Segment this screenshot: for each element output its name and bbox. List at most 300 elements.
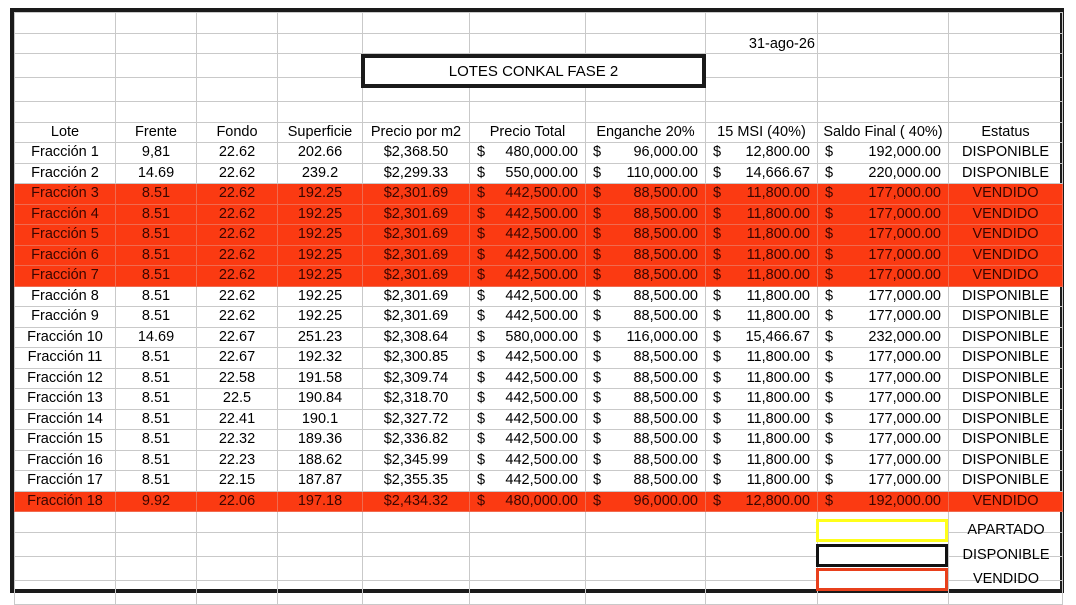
column-header[interactable]: Estatus — [949, 122, 1063, 143]
fondo-cell[interactable]: 22.62 — [197, 184, 278, 205]
lote-cell[interactable]: Fracción 12 — [15, 368, 116, 389]
precio-m2-cell[interactable]: $2,301.69 — [363, 307, 470, 328]
fondo-cell[interactable]: 22.67 — [197, 348, 278, 369]
msi-cell[interactable] — [706, 409, 818, 430]
empty-cell[interactable] — [470, 102, 586, 123]
msi-cell[interactable] — [706, 368, 818, 389]
estatus-cell[interactable]: DISPONIBLE — [949, 348, 1063, 369]
column-header[interactable]: Enganche 20% — [586, 122, 706, 143]
msi-cell[interactable] — [706, 491, 818, 512]
precio-m2-cell[interactable]: $2,301.69 — [363, 286, 470, 307]
superficie-cell[interactable]: 202.66 — [278, 143, 363, 164]
empty-cell[interactable] — [197, 33, 278, 54]
empty-cell[interactable] — [949, 13, 1063, 34]
saldo-cell[interactable] — [818, 389, 949, 410]
legend-swatch-disponible[interactable] — [816, 544, 948, 567]
empty-cell[interactable] — [586, 102, 706, 123]
lote-cell[interactable]: Fracción 7 — [15, 266, 116, 287]
empty-cell[interactable] — [470, 556, 586, 580]
estatus-cell[interactable]: VENDIDO — [949, 184, 1063, 205]
empty-cell[interactable] — [818, 78, 949, 102]
superficie-cell[interactable]: 192.25 — [278, 204, 363, 225]
lote-cell[interactable]: Fracción 18 — [15, 491, 116, 512]
saldo-cell[interactable] — [818, 245, 949, 266]
empty-cell[interactable] — [586, 532, 706, 556]
lote-cell[interactable]: Fracción 15 — [15, 430, 116, 451]
legend-label-vendido[interactable]: VENDIDO — [972, 571, 1040, 587]
lote-cell[interactable]: Fracción 6 — [15, 245, 116, 266]
empty-cell[interactable] — [706, 580, 818, 604]
saldo-cell[interactable] — [818, 450, 949, 471]
empty-cell[interactable] — [15, 13, 116, 34]
empty-cell[interactable] — [949, 33, 1063, 54]
superficie-cell[interactable]: 239.2 — [278, 163, 363, 184]
estatus-cell[interactable]: DISPONIBLE — [949, 471, 1063, 492]
precio-total-cell[interactable] — [470, 184, 586, 205]
empty-cell[interactable] — [278, 532, 363, 556]
fondo-cell[interactable]: 22.5 — [197, 389, 278, 410]
currency-symbol: $ — [825, 205, 834, 222]
empty-cell[interactable] — [363, 556, 470, 580]
frente-cell[interactable]: 8.51 — [116, 286, 197, 307]
saldo-cell[interactable] — [818, 286, 949, 307]
saldo-cell[interactable] — [818, 471, 949, 492]
saldo-cell[interactable] — [818, 266, 949, 287]
empty-cell[interactable] — [706, 532, 818, 556]
saldo-cell-value: 177,000.00 — [868, 205, 941, 222]
msi-cell-value: 11,800.00 — [746, 451, 810, 468]
precio-m2-cell[interactable]: $2,301.69 — [363, 184, 470, 205]
empty-cell[interactable] — [706, 78, 818, 102]
enganche-cell[interactable] — [586, 307, 706, 328]
precio-total-cell[interactable] — [470, 163, 586, 184]
saldo-cell[interactable] — [818, 307, 949, 328]
estatus-cell[interactable]: DISPONIBLE — [949, 327, 1063, 348]
estatus-cell[interactable]: VENDIDO — [949, 491, 1063, 512]
empty-cell[interactable] — [197, 13, 278, 34]
estatus-cell[interactable]: DISPONIBLE — [949, 389, 1063, 410]
fondo-cell[interactable]: 22.41 — [197, 409, 278, 430]
precio-m2-cell[interactable]: $2,318.70 — [363, 389, 470, 410]
superficie-cell[interactable]: 192.25 — [278, 286, 363, 307]
estatus-cell[interactable]: VENDIDO — [949, 266, 1063, 287]
lote-cell[interactable]: Fracción 13 — [15, 389, 116, 410]
enganche-cell[interactable] — [586, 327, 706, 348]
empty-cell[interactable] — [197, 78, 278, 102]
empty-cell[interactable] — [197, 580, 278, 604]
empty-cell[interactable] — [116, 54, 197, 78]
precio-m2-cell[interactable]: $2,355.35 — [363, 471, 470, 492]
empty-cell[interactable] — [197, 556, 278, 580]
empty-cell[interactable] — [363, 580, 470, 604]
estatus-cell[interactable]: DISPONIBLE — [949, 143, 1063, 164]
enganche-cell[interactable] — [586, 389, 706, 410]
msi-cell[interactable] — [706, 307, 818, 328]
precio-total-cell[interactable] — [470, 204, 586, 225]
saldo-cell[interactable] — [818, 204, 949, 225]
frente-cell[interactable]: 8.51 — [116, 204, 197, 225]
superficie-cell[interactable]: 192.25 — [278, 266, 363, 287]
frente-cell[interactable]: 8.51 — [116, 450, 197, 471]
fondo-cell[interactable]: 22.15 — [197, 471, 278, 492]
currency-symbol: $ — [593, 390, 602, 407]
precio-total-cell-value: 442,500.00 — [505, 431, 578, 448]
precio-total-cell[interactable] — [470, 348, 586, 369]
empty-cell[interactable] — [15, 78, 116, 102]
currency-symbol: $ — [713, 308, 722, 325]
empty-cell[interactable] — [116, 33, 197, 54]
precio-m2-cell[interactable]: $2,368.50 — [363, 143, 470, 164]
saldo-cell[interactable] — [818, 368, 949, 389]
table-row — [15, 184, 1063, 205]
lote-cell[interactable]: Fracción 11 — [15, 348, 116, 369]
lote-cell[interactable]: Fracción 1 — [15, 143, 116, 164]
empty-cell[interactable] — [116, 580, 197, 604]
saldo-cell[interactable] — [818, 184, 949, 205]
currency-symbol: $ — [593, 349, 602, 366]
precio-total-cell[interactable] — [470, 327, 586, 348]
estatus-cell[interactable]: DISPONIBLE — [949, 286, 1063, 307]
frente-cell[interactable]: 14.69 — [116, 163, 197, 184]
empty-cell[interactable] — [949, 78, 1063, 102]
frente-cell[interactable]: 8.51 — [116, 307, 197, 328]
empty-cell[interactable] — [363, 13, 470, 34]
estatus-cell[interactable]: VENDIDO — [949, 225, 1063, 246]
empty-cell[interactable] — [470, 512, 586, 533]
frente-cell[interactable]: 9.92 — [116, 491, 197, 512]
estatus-cell[interactable]: VENDIDO — [949, 245, 1063, 266]
enganche-cell[interactable] — [586, 184, 706, 205]
enganche-cell[interactable] — [586, 245, 706, 266]
legend-swatch-vendido[interactable] — [816, 568, 948, 591]
empty-cell[interactable] — [197, 54, 278, 78]
superficie-cell[interactable]: 187.87 — [278, 471, 363, 492]
sheet-title[interactable]: LOTES CONKAL FASE 2 — [361, 54, 706, 88]
column-header[interactable]: Precio Total — [470, 122, 586, 143]
msi-cell[interactable] — [706, 266, 818, 287]
fondo-cell[interactable]: 22.06 — [197, 491, 278, 512]
column-header[interactable]: Fondo — [197, 122, 278, 143]
precio-total-cell[interactable] — [470, 225, 586, 246]
msi-cell[interactable] — [706, 225, 818, 246]
currency-symbol: $ — [477, 390, 486, 407]
superficie-cell[interactable]: 251.23 — [278, 327, 363, 348]
enganche-cell[interactable] — [586, 491, 706, 512]
estatus-cell[interactable]: DISPONIBLE — [949, 163, 1063, 184]
enganche-cell[interactable] — [586, 225, 706, 246]
empty-cell[interactable] — [586, 13, 706, 34]
empty-cell[interactable] — [116, 102, 197, 123]
empty-cell[interactable] — [15, 54, 116, 78]
empty-cell[interactable] — [949, 102, 1063, 123]
frente-cell[interactable]: 8.51 — [116, 389, 197, 410]
currency-symbol: $ — [713, 328, 722, 345]
precio-m2-cell[interactable]: $2,301.69 — [363, 225, 470, 246]
enganche-cell-value: 88,500.00 — [633, 431, 698, 448]
empty-cell[interactable] — [278, 54, 363, 78]
lote-cell[interactable]: Fracción 9 — [15, 307, 116, 328]
msi-cell[interactable] — [706, 204, 818, 225]
empty-cell[interactable] — [15, 512, 116, 533]
empty-cell[interactable] — [278, 512, 363, 533]
lote-cell[interactable]: Fracción 16 — [15, 450, 116, 471]
empty-cell[interactable] — [470, 13, 586, 34]
lote-cell[interactable]: Fracción 8 — [15, 286, 116, 307]
saldo-cell[interactable] — [818, 327, 949, 348]
estatus-cell[interactable]: DISPONIBLE — [949, 307, 1063, 328]
enganche-cell[interactable] — [586, 409, 706, 430]
superficie-cell[interactable]: 192.25 — [278, 225, 363, 246]
lote-cell[interactable]: Fracción 5 — [15, 225, 116, 246]
frente-cell[interactable]: 8.51 — [116, 348, 197, 369]
enganche-cell[interactable] — [586, 368, 706, 389]
currency-symbol: $ — [593, 246, 602, 263]
empty-cell[interactable] — [818, 33, 949, 54]
empty-cell[interactable] — [278, 556, 363, 580]
msi-cell[interactable] — [706, 245, 818, 266]
msi-cell-value: 11,800.00 — [746, 226, 810, 243]
fondo-cell[interactable]: 22.58 — [197, 368, 278, 389]
frente-cell[interactable]: 8.51 — [116, 409, 197, 430]
superficie-cell[interactable]: 189.36 — [278, 430, 363, 451]
precio-total-cell[interactable] — [470, 389, 586, 410]
precio-m2-cell[interactable]: $2,299.33 — [363, 163, 470, 184]
empty-cell[interactable] — [116, 532, 197, 556]
enganche-cell[interactable] — [586, 143, 706, 164]
msi-cell[interactable] — [706, 450, 818, 471]
legend-swatch-apartado[interactable] — [816, 519, 948, 542]
empty-cell[interactable] — [470, 532, 586, 556]
empty-cell[interactable] — [818, 102, 949, 123]
precio-m2-cell[interactable]: $2,301.69 — [363, 204, 470, 225]
currency-symbol: $ — [825, 328, 834, 345]
currency-symbol: $ — [713, 164, 722, 181]
fondo-cell[interactable]: 22.67 — [197, 327, 278, 348]
precio-total-cell[interactable] — [470, 471, 586, 492]
superficie-cell[interactable]: 197.18 — [278, 491, 363, 512]
empty-cell[interactable] — [15, 532, 116, 556]
saldo-cell[interactable] — [818, 348, 949, 369]
column-header[interactable]: 15 MSI (40%) — [706, 122, 818, 143]
msi-cell[interactable] — [706, 471, 818, 492]
empty-cell[interactable] — [586, 580, 706, 604]
empty-cell[interactable] — [363, 102, 470, 123]
fondo-cell[interactable]: 22.62 — [197, 163, 278, 184]
empty-cell[interactable] — [818, 13, 949, 34]
precio-total-cell[interactable] — [470, 430, 586, 451]
fondo-cell[interactable]: 22.62 — [197, 225, 278, 246]
precio-m2-cell[interactable]: $2,336.82 — [363, 430, 470, 451]
superficie-cell[interactable]: 191.58 — [278, 368, 363, 389]
date-cell[interactable]: 31-ago-26 — [748, 36, 815, 52]
enganche-cell[interactable] — [586, 286, 706, 307]
saldo-cell[interactable] — [818, 409, 949, 430]
enganche-cell[interactable] — [586, 348, 706, 369]
fondo-cell[interactable]: 22.32 — [197, 430, 278, 451]
column-header[interactable]: Superficie — [278, 122, 363, 143]
frente-cell[interactable]: 8.51 — [116, 245, 197, 266]
saldo-cell[interactable] — [818, 163, 949, 184]
empty-cell[interactable] — [818, 54, 949, 78]
currency-symbol: $ — [477, 246, 486, 263]
precio-m2-cell[interactable]: $2,309.74 — [363, 368, 470, 389]
estatus-cell[interactable]: DISPONIBLE — [949, 409, 1063, 430]
fondo-cell[interactable]: 22.62 — [197, 204, 278, 225]
precio-m2-cell[interactable]: $2,300.85 — [363, 348, 470, 369]
empty-cell[interactable] — [15, 580, 116, 604]
msi-cell[interactable] — [706, 327, 818, 348]
currency-symbol: $ — [593, 205, 602, 222]
precio-m2-cell[interactable]: $2,308.64 — [363, 327, 470, 348]
msi-cell[interactable] — [706, 389, 818, 410]
empty-cell[interactable] — [15, 102, 116, 123]
frente-cell[interactable]: 14.69 — [116, 327, 197, 348]
fondo-cell[interactable]: 22.62 — [197, 266, 278, 287]
fondo-cell[interactable]: 22.62 — [197, 143, 278, 164]
empty-cell[interactable] — [278, 13, 363, 34]
empty-cell[interactable] — [278, 580, 363, 604]
msi-cell[interactable] — [706, 286, 818, 307]
empty-cell[interactable] — [706, 54, 818, 78]
superficie-cell[interactable]: 192.25 — [278, 245, 363, 266]
lote-cell[interactable]: Fracción 2 — [15, 163, 116, 184]
fondo-cell[interactable]: 22.62 — [197, 286, 278, 307]
msi-cell[interactable] — [706, 163, 818, 184]
saldo-cell[interactable] — [818, 225, 949, 246]
enganche-cell[interactable] — [586, 204, 706, 225]
empty-cell[interactable] — [470, 580, 586, 604]
currency-symbol: $ — [713, 287, 722, 304]
superficie-cell[interactable]: 192.25 — [278, 307, 363, 328]
enganche-cell[interactable] — [586, 266, 706, 287]
saldo-cell[interactable] — [818, 491, 949, 512]
precio-total-cell[interactable] — [470, 245, 586, 266]
empty-cell[interactable] — [197, 532, 278, 556]
enganche-cell[interactable] — [586, 450, 706, 471]
empty-cell[interactable] — [278, 102, 363, 123]
msi-cell[interactable] — [706, 143, 818, 164]
frente-cell[interactable]: 8.51 — [116, 184, 197, 205]
superficie-cell[interactable]: 190.84 — [278, 389, 363, 410]
superficie-cell[interactable]: 192.32 — [278, 348, 363, 369]
column-header[interactable]: Lote — [15, 122, 116, 143]
legend-label-disponible[interactable]: DISPONIBLE — [962, 547, 1050, 563]
empty-cell[interactable] — [586, 556, 706, 580]
empty-cell[interactable] — [116, 556, 197, 580]
saldo-cell[interactable] — [818, 430, 949, 451]
empty-cell[interactable] — [116, 78, 197, 102]
precio-m2-cell[interactable]: $2,301.69 — [363, 266, 470, 287]
empty-cell[interactable] — [363, 532, 470, 556]
fondo-cell[interactable]: 22.62 — [197, 307, 278, 328]
precio-total-cell[interactable] — [470, 286, 586, 307]
superficie-cell[interactable]: 190.1 — [278, 409, 363, 430]
msi-cell[interactable] — [706, 348, 818, 369]
precio-m2-cell[interactable]: $2,345.99 — [363, 450, 470, 471]
saldo-cell-value: 177,000.00 — [868, 369, 941, 386]
lote-cell[interactable]: Fracción 4 — [15, 204, 116, 225]
empty-cell[interactable] — [15, 556, 116, 580]
precio-total-cell[interactable] — [470, 491, 586, 512]
currency-symbol: $ — [477, 287, 486, 304]
estatus-cell[interactable]: DISPONIBLE — [949, 430, 1063, 451]
column-header[interactable]: Precio por m2 — [363, 122, 470, 143]
enganche-cell-value: 96,000.00 — [633, 144, 698, 161]
msi-cell[interactable] — [706, 184, 818, 205]
enganche-cell[interactable] — [586, 163, 706, 184]
estatus-cell[interactable]: DISPONIBLE — [949, 450, 1063, 471]
lote-cell[interactable]: Fracción 3 — [15, 184, 116, 205]
empty-cell[interactable] — [949, 54, 1063, 78]
enganche-cell[interactable] — [586, 471, 706, 492]
precio-total-cell[interactable] — [470, 409, 586, 430]
enganche-cell-value: 88,500.00 — [633, 410, 698, 427]
empty-cell[interactable] — [586, 512, 706, 533]
empty-cell[interactable] — [706, 102, 818, 123]
column-header[interactable]: Frente — [116, 122, 197, 143]
precio-total-cell[interactable] — [470, 143, 586, 164]
empty-cell[interactable] — [706, 13, 818, 34]
precio-total-cell[interactable] — [470, 368, 586, 389]
empty-cell[interactable] — [15, 33, 116, 54]
precio-m2-cell[interactable]: $2,434.32 — [363, 491, 470, 512]
precio-total-cell[interactable] — [470, 266, 586, 287]
lote-cell[interactable]: Fracción 17 — [15, 471, 116, 492]
frente-cell[interactable]: 8.51 — [116, 368, 197, 389]
empty-cell[interactable] — [278, 78, 363, 102]
legend-label-apartado[interactable]: APARTADO — [967, 522, 1045, 538]
frente-cell[interactable]: 8.51 — [116, 225, 197, 246]
lote-cell[interactable]: Fracción 14 — [15, 409, 116, 430]
frente-cell[interactable]: 8.51 — [116, 266, 197, 287]
msi-cell[interactable] — [706, 430, 818, 451]
empty-cell[interactable] — [706, 556, 818, 580]
lote-cell[interactable]: Fracción 10 — [15, 327, 116, 348]
empty-cell[interactable] — [116, 13, 197, 34]
precio-total-cell[interactable] — [470, 307, 586, 328]
empty-cell[interactable] — [470, 33, 586, 54]
fondo-cell[interactable]: 22.62 — [197, 245, 278, 266]
currency-symbol: $ — [477, 451, 486, 468]
empty-cell[interactable] — [278, 33, 363, 54]
estatus-cell[interactable]: VENDIDO — [949, 204, 1063, 225]
precio-m2-cell[interactable]: $2,301.69 — [363, 245, 470, 266]
column-header[interactable]: Saldo Final ( 40%) — [818, 122, 949, 143]
empty-cell[interactable] — [116, 512, 197, 533]
msi-cell-value: 11,800.00 — [746, 308, 810, 325]
saldo-cell-value: 220,000.00 — [868, 164, 941, 181]
superficie-cell[interactable]: 188.62 — [278, 450, 363, 471]
currency-symbol: $ — [825, 308, 834, 325]
frente-cell[interactable]: 8.51 — [116, 471, 197, 492]
precio-total-cell[interactable] — [470, 450, 586, 471]
empty-cell[interactable] — [363, 512, 470, 533]
frente-cell[interactable]: 8.51 — [116, 430, 197, 451]
fondo-cell[interactable]: 22.23 — [197, 450, 278, 471]
precio-total-cell-value: 442,500.00 — [505, 451, 578, 468]
precio-m2-cell[interactable]: $2,327.72 — [363, 409, 470, 430]
empty-cell[interactable] — [586, 33, 706, 54]
superficie-cell[interactable]: 192.25 — [278, 184, 363, 205]
empty-cell[interactable] — [197, 512, 278, 533]
saldo-cell[interactable] — [818, 143, 949, 164]
empty-cell[interactable] — [197, 102, 278, 123]
frente-cell[interactable]: 9,81 — [116, 143, 197, 164]
estatus-cell[interactable]: DISPONIBLE — [949, 368, 1063, 389]
empty-cell[interactable] — [706, 512, 818, 533]
empty-cell[interactable] — [363, 33, 470, 54]
enganche-cell[interactable] — [586, 430, 706, 451]
